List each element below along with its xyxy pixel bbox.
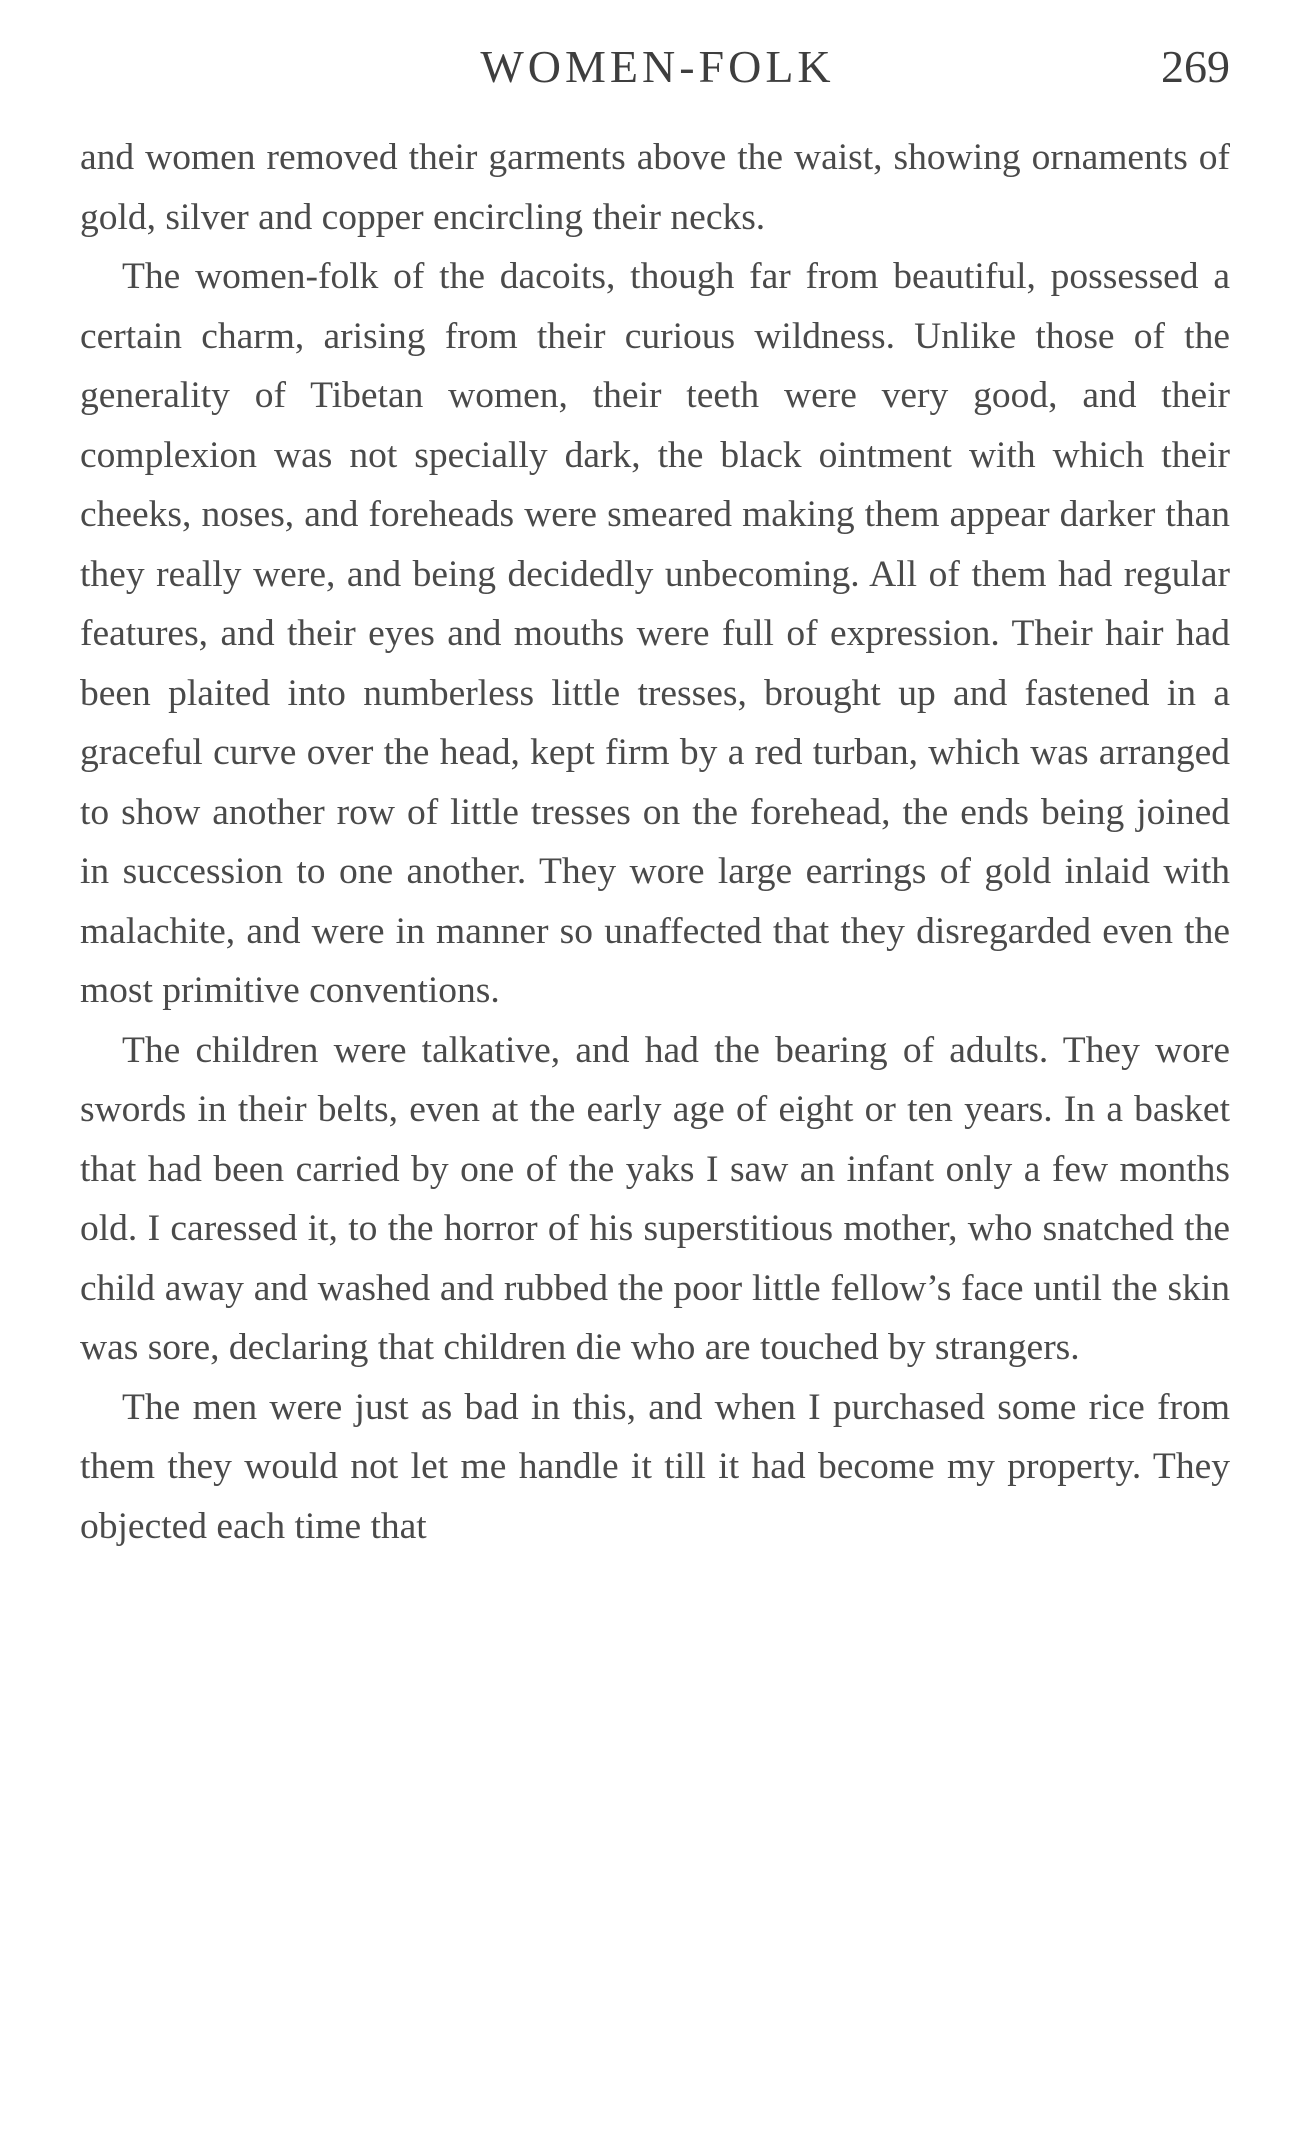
- page-number: 269: [1161, 41, 1230, 92]
- paragraph-women-folk: The women-folk of the dacoits, though far from beautiful, possessed a certain charm, arising from their curious wildness. Unlike those of the generality of Tibetan women, their teeth were very good, and their complexion was not specially dark, the black ointment with which their cheeks, noses, and foreheads were smeared making them appear darker than they really were, and being decidedly unbecoming. All of them had regular features, and their eyes and mouths were full of expression. Their hair had been plaited into numberless little tresses, brought up and fastened in a graceful curve over the head, kept firm by a red turban, which was arranged to show another row of little tresses on the forehead, the ends being joined in succession to one another. They wore large earrings of gold inlaid with malachite, and were in manner so unaffected that they disregarded even the most primitive conventions.: [80, 256, 1230, 1011]
- running-head: [0, 40, 1315, 100]
- paragraph-continuation: and women removed their garments above the waist, showing ornaments of gold, silver and copper encircling their necks.: [80, 137, 1230, 238]
- body-text: [80, 128, 1230, 1556]
- paragraph-men: The men were just as bad in this, and when I purchased some rice from them they would not let me handle it till it had become my property. They objected each time that: [80, 1386, 1230, 1547]
- paragraph-children: The children were talkative, and had the bearing of adults. They wore swords in their belts, even at the early age of eight or ten years. In a basket that had been carried by one of the yaks I saw an infant only a few months old. I caressed it, to the horror of his superstitious mother, who snatched the child away and washed and rubbed the poor little fellow’s face until the skin was sore, declaring that children die who are touched by strangers.: [80, 1029, 1230, 1368]
- chapter-title: WOMEN-FOLK: [480, 41, 835, 92]
